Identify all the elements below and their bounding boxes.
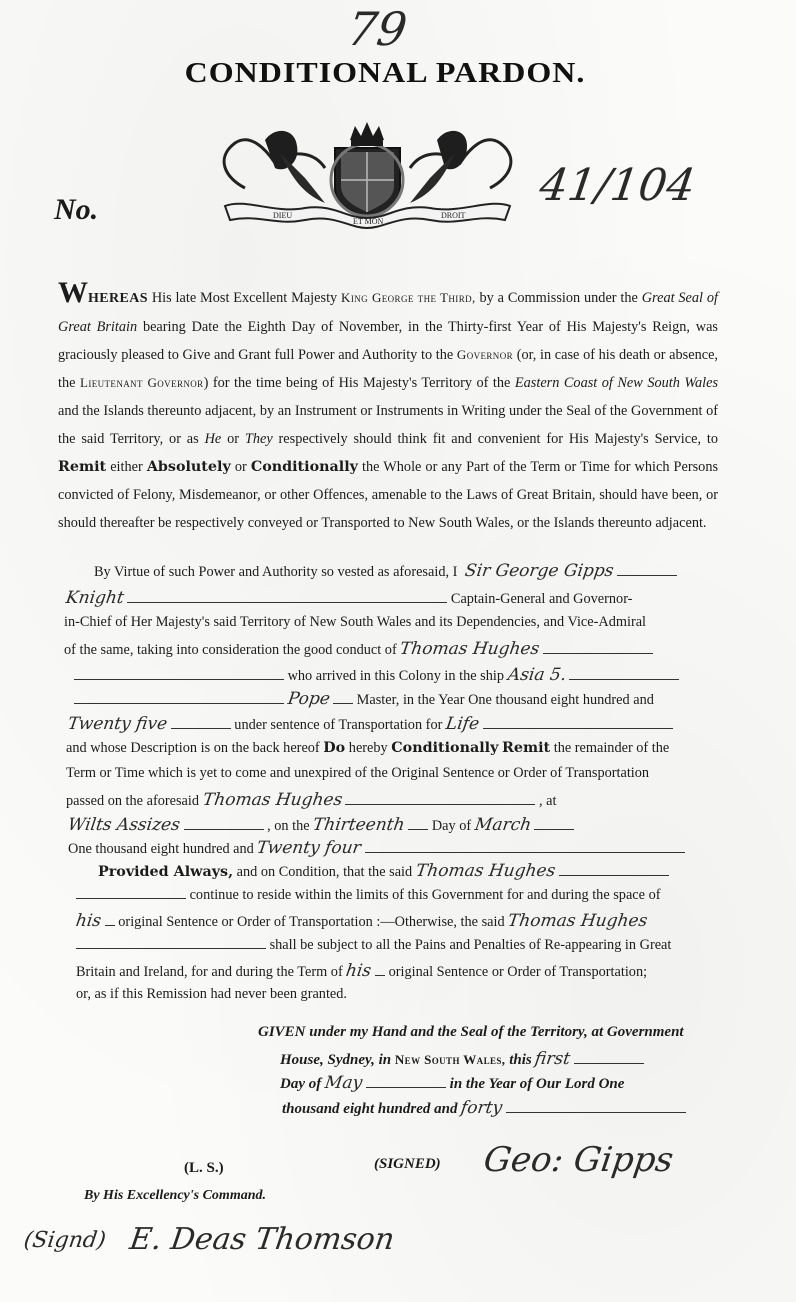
virtue-text-7: under sentence of Transportation for: [234, 717, 443, 733]
his-2-handwritten: his: [344, 961, 373, 981]
virtue-text-8c: the remainder of the: [553, 740, 670, 756]
folio-number: 79: [344, 2, 411, 56]
virtue-text-5: who arrived in this Colony in the ship: [287, 668, 504, 684]
provided-line-5: [76, 961, 647, 981]
virtue-line-11: [68, 815, 574, 835]
convict-name-2-handwritten: Thomas Hughes: [201, 790, 344, 810]
virtue-line-6: [74, 689, 654, 709]
virtue-line-4: [64, 639, 653, 659]
whereas-text-1: His late Most Excellent Majesty: [151, 290, 338, 306]
signed-label: (SIGNED): [374, 1156, 441, 1172]
convict-name-handwritten: Thomas Hughes: [398, 639, 541, 659]
virtue-line-7: [68, 714, 673, 734]
provided-always-text: Provided Always,: [98, 864, 234, 880]
provided-text-1: and on Condition, that the said: [236, 864, 413, 880]
nsw-text: New South Wales,: [394, 1052, 506, 1067]
command-line: By His Excellency's Command.: [84, 1188, 266, 1203]
provided-line-1: [98, 861, 669, 881]
motto-dieu: DIEU: [273, 211, 293, 220]
virtue-text-10b: , at: [539, 793, 557, 809]
sentence-term-handwritten: Life: [444, 714, 481, 734]
governor-title-handwritten: Knight: [64, 588, 126, 608]
given-line-3: [280, 1073, 624, 1093]
whereas-text-9: the Whole or any Part of the Term or Time for which Persons convicted of Felony, Misdemeanor, or other Offences, amenable to the Laws of Great Britain, should have been, or should thereafter be respectively conveyed or Transported to New South Wales, or the Islands thereunto adjacent.: [58, 459, 719, 531]
whereas-paragraph: [58, 276, 719, 537]
remit-text-2: Remit: [502, 740, 551, 756]
certificate-number: 41/104: [536, 160, 699, 211]
lieutenant-governor-text: Lieutenant Governor: [79, 375, 204, 390]
given-line-1: GIVEN under my Hand and the Seal of the Territory, at Government: [258, 1024, 684, 1040]
given-text-3b: in the Year of Our Lord One: [449, 1076, 625, 1092]
or-text: or: [227, 431, 240, 447]
virtue-text-10: passed on the aforesaid: [66, 793, 199, 809]
given-text-2: House, Sydney, in: [280, 1052, 392, 1068]
provided-line-3: [76, 911, 648, 931]
whereas-text-7: respectively should think fit and convenient for His Majesty's Service, to: [278, 431, 719, 447]
virtue-line-2: [66, 588, 632, 608]
document-title: CONDITIONAL PARDON.: [184, 55, 586, 89]
virtue-text-12: One thousand eight hundred and: [68, 841, 254, 857]
hereby-text: hereby: [348, 740, 388, 756]
given-text-4: thousand eight hundred and: [282, 1101, 458, 1117]
trial-day-handwritten: Thirteenth: [311, 815, 407, 835]
locus-sigilli: (L. S.): [184, 1160, 224, 1176]
or-text-2: or: [234, 459, 247, 475]
drop-cap: W: [58, 276, 88, 309]
master-name-handwritten: Pope: [286, 689, 331, 709]
governor-text: Governor: [456, 347, 514, 362]
governor-signature: Geo: Gipps: [481, 1140, 676, 1180]
virtue-text-2: Captain-General and Governor-: [450, 591, 633, 607]
provided-text-3: original Sentence or Order of Transportation :—Otherwise, the said: [118, 914, 505, 930]
provided-text-5b: original Sentence or Order of Transportation;: [388, 964, 648, 980]
given-text-3: Day of: [280, 1076, 322, 1092]
virtue-line-1: [94, 561, 677, 581]
virtue-line-3: in-Chief of Her Majesty's said Territory of New South Wales and its Dependencies, and Vice-Admiral: [64, 614, 647, 630]
given-month-handwritten: May: [323, 1073, 364, 1093]
trial-place-handwritten: Wilts Assizes: [66, 815, 182, 835]
virtue-text-11: , on the: [267, 818, 310, 834]
ship-name-handwritten: Asia 5.: [506, 665, 568, 685]
his-handwritten: his: [74, 911, 103, 931]
virtue-line-10: [66, 790, 557, 810]
whereas-text-8: either: [110, 459, 143, 475]
provided-line-6: or, as if this Remission had never been granted.: [76, 986, 347, 1002]
given-year-handwritten: forty: [459, 1098, 504, 1118]
virtue-text-1: By Virtue of such Power and Authority so vested as aforesaid, I: [94, 564, 458, 580]
provided-text-4: shall be subject to all the Pains and Penalties of Re-appearing in Great: [269, 937, 672, 953]
trial-year-handwritten: Twenty four: [256, 838, 363, 858]
conditionally-text: Conditionally: [250, 459, 358, 475]
trial-month-handwritten: March: [473, 815, 533, 835]
absolutely-text: Absolutely: [146, 459, 231, 475]
whereas-text-6: and the Islands thereunto adjacent, by an Instrument or Instruments in Writing under the Seal of the Government of the said Territory, or as: [58, 403, 718, 447]
secretary-signature: E. Deas Thomson: [127, 1222, 397, 1257]
motto-et-mon: ET MON: [353, 217, 384, 226]
given-line-2: [280, 1049, 644, 1069]
do-text: Do: [323, 740, 346, 756]
virtue-line-8: [66, 740, 669, 757]
provided-text-5: Britain and Ireland, for and during the Term of: [76, 964, 343, 980]
king-name: King George the Third,: [341, 290, 476, 305]
arrival-year-handwritten: Twenty five: [66, 714, 169, 734]
provided-line-4: [76, 936, 671, 954]
convict-name-4-handwritten: Thomas Hughes: [506, 911, 649, 931]
virtue-line-9: Term or Time which is yet to come and unexpired of the Original Sentence or Order of Transportation: [66, 765, 650, 781]
virtue-line-5: [74, 665, 679, 685]
provided-text-2: continue to reside within the limits of this Government for and during the space of: [189, 887, 661, 903]
signed-handwritten: (Signd): [22, 1228, 108, 1253]
whereas-text-3: bearing Date the Eighth Day of November, in the Thirty-first Year of His Majesty's Reign, was graciously pleased to Give and Grant full Power and Authority to the: [58, 319, 718, 363]
provided-line-2: [76, 886, 660, 904]
number-label: No.: [54, 193, 99, 226]
whereas-word: HEREAS: [88, 291, 148, 306]
virtue-text-6: Master, in the Year One thousand eight hundred and: [356, 692, 654, 708]
governor-name-handwritten: Sir George Gipps: [463, 561, 615, 581]
whereas-text-5: ) for the time being of His Majesty's Territory of the: [203, 375, 511, 391]
remit-text: Remit: [58, 459, 107, 475]
they-text: They: [244, 431, 273, 447]
given-text-2b: this: [509, 1052, 532, 1068]
virtue-line-12: [68, 838, 685, 858]
virtue-text-8: and whose Description is on the back hereof: [66, 740, 320, 756]
given-day-handwritten: first: [534, 1049, 572, 1069]
eastern-coast-text: Eastern Coast of New South Wales: [514, 375, 719, 391]
royal-coat-of-arms-icon: [205, 118, 530, 230]
whereas-text-4: (or, in case of his death or absence, the: [58, 347, 718, 391]
convict-name-3-handwritten: Thomas Hughes: [414, 861, 557, 881]
virtue-text-11b: Day of: [431, 818, 472, 834]
great-seal-text: Great Seal of Great Britain: [58, 290, 718, 335]
whereas-text-2: by a Commission under the: [479, 290, 638, 306]
given-line-4: [282, 1098, 686, 1118]
motto-droit: DROIT: [441, 211, 466, 220]
conditionally-text-2: Conditionally: [391, 740, 499, 756]
virtue-text-4: of the same, taking into consideration the good conduct of: [64, 642, 397, 658]
he-text: He: [204, 431, 222, 447]
